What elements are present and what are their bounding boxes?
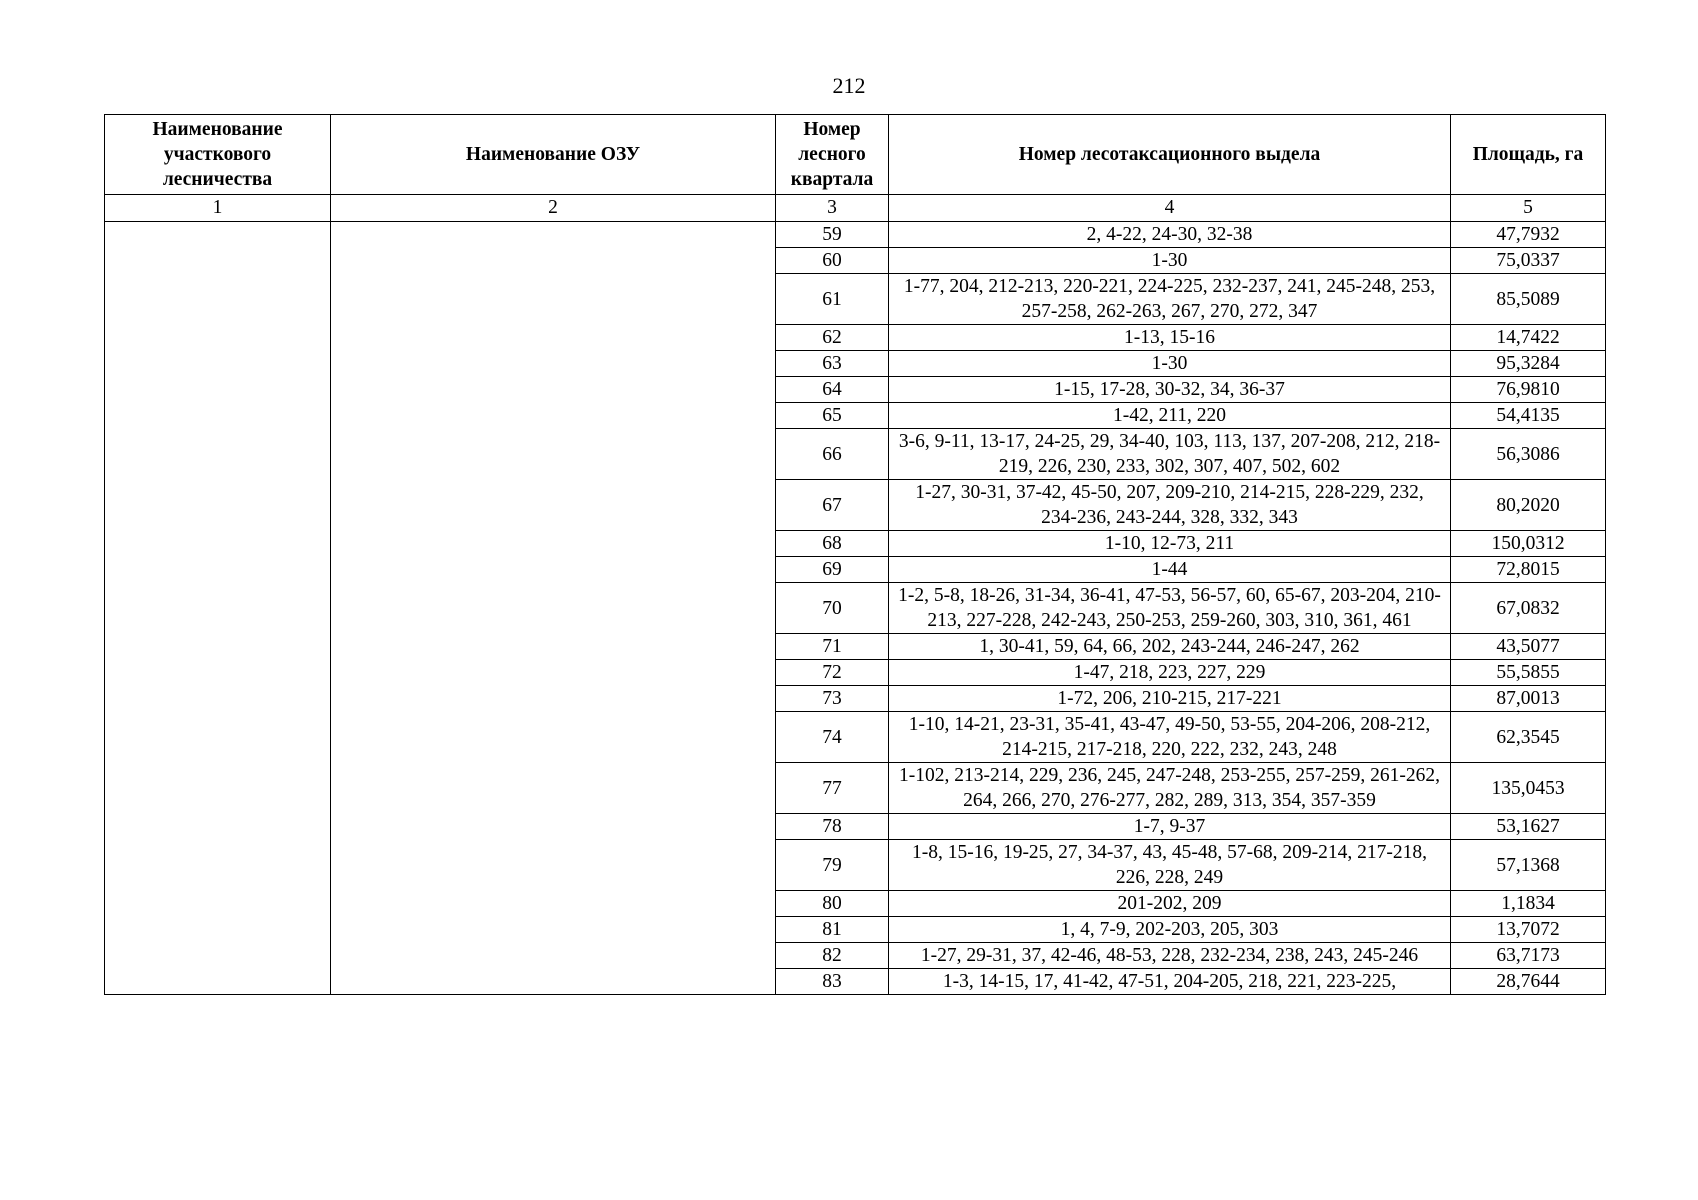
column-number-row xyxy=(105,195,1606,222)
allotment-numbers-cell: 1-30 xyxy=(889,248,1451,274)
quarter-number-cell: 73 xyxy=(776,686,889,712)
allotment-numbers-cell: 1-47, 218, 223, 227, 229 xyxy=(889,660,1451,686)
area-cell: 53,1627 xyxy=(1451,814,1606,840)
quarter-number-cell: 77 xyxy=(776,763,889,814)
quarter-number-cell: 80 xyxy=(776,891,889,917)
column-number: 4 xyxy=(889,195,1451,222)
table-row xyxy=(105,222,1606,248)
quarter-number-cell: 79 xyxy=(776,840,889,891)
area-cell: 28,7644 xyxy=(1451,969,1606,995)
quarter-number-cell: 78 xyxy=(776,814,889,840)
allotment-numbers-cell: 1-42, 211, 220 xyxy=(889,403,1451,429)
area-cell: 150,0312 xyxy=(1451,531,1606,557)
area-cell: 1,1834 xyxy=(1451,891,1606,917)
allotment-numbers-cell: 1-7, 9-37 xyxy=(889,814,1451,840)
forestry-name-cell xyxy=(105,222,331,995)
allotment-numbers-cell: 1-72, 206, 210-215, 217-221 xyxy=(889,686,1451,712)
quarter-number-cell: 71 xyxy=(776,634,889,660)
quarter-number-cell: 65 xyxy=(776,403,889,429)
header-ozu: Наименование ОЗУ xyxy=(331,115,776,195)
allotment-numbers-cell: 1-10, 12-73, 211 xyxy=(889,531,1451,557)
header-area: Площадь, га xyxy=(1451,115,1606,195)
area-cell: 87,0013 xyxy=(1451,686,1606,712)
column-number: 3 xyxy=(776,195,889,222)
area-cell: 14,7422 xyxy=(1451,325,1606,351)
page-number: 212 xyxy=(832,73,866,98)
allotment-numbers-cell: 1-10, 14-21, 23-31, 35-41, 43-47, 49-50, 53-55, 204-206, 208-212, 214-215, 217-218, 220, 222, 232, 243, 248 xyxy=(889,712,1451,763)
area-cell: 63,7173 xyxy=(1451,943,1606,969)
quarter-number-cell: 63 xyxy=(776,351,889,377)
quarter-number-cell: 72 xyxy=(776,660,889,686)
allotment-numbers-cell: 1-30 xyxy=(889,351,1451,377)
allotment-numbers-cell: 1-15, 17-28, 30-32, 34, 36-37 xyxy=(889,377,1451,403)
quarter-number-cell: 67 xyxy=(776,480,889,531)
quarter-number-cell: 62 xyxy=(776,325,889,351)
allotment-numbers-cell: 1-44 xyxy=(889,557,1451,583)
ozu-name-cell xyxy=(331,222,776,995)
area-cell: 72,8015 xyxy=(1451,557,1606,583)
allotment-numbers-cell: 1, 30-41, 59, 64, 66, 202, 243-244, 246-247, 262 xyxy=(889,634,1451,660)
column-number: 5 xyxy=(1451,195,1606,222)
quarter-number-cell: 69 xyxy=(776,557,889,583)
quarter-number-cell: 74 xyxy=(776,712,889,763)
quarter-number-cell: 64 xyxy=(776,377,889,403)
allotment-numbers-cell: 1, 4, 7-9, 202-203, 205, 303 xyxy=(889,917,1451,943)
column-number: 2 xyxy=(331,195,776,222)
area-cell: 62,3545 xyxy=(1451,712,1606,763)
quarter-number-cell: 83 xyxy=(776,969,889,995)
area-cell: 75,0337 xyxy=(1451,248,1606,274)
area-cell: 76,9810 xyxy=(1451,377,1606,403)
table-body xyxy=(105,222,1606,995)
allotment-numbers-cell: 1-102, 213-214, 229, 236, 245, 247-248, 253-255, 257-259, 261-262, 264, 266, 270, 276-277, 282, 289, 313, 354, 357-359 xyxy=(889,763,1451,814)
quarter-number-cell: 66 xyxy=(776,429,889,480)
allotment-numbers-cell: 1-8, 15-16, 19-25, 27, 34-37, 43, 45-48, 57-68, 209-214, 217-218, 226, 228, 249 xyxy=(889,840,1451,891)
area-cell: 55,5855 xyxy=(1451,660,1606,686)
header-forestry: Наименование участкового лесничества xyxy=(105,115,331,195)
quarter-number-cell: 60 xyxy=(776,248,889,274)
allotment-numbers-cell: 1-77, 204, 212-213, 220-221, 224-225, 232-237, 241, 245-248, 253, 257-258, 262-263, 267, 270, 272, 347 xyxy=(889,274,1451,325)
quarter-number-cell: 82 xyxy=(776,943,889,969)
area-cell: 57,1368 xyxy=(1451,840,1606,891)
allotment-numbers-cell: 1-3, 14-15, 17, 41-42, 47-51, 204-205, 218, 221, 223-225, xyxy=(889,969,1451,995)
header-quarter: Номер лесного квартала xyxy=(776,115,889,195)
allotment-numbers-cell: 2, 4-22, 24-30, 32-38 xyxy=(889,222,1451,248)
area-cell: 135,0453 xyxy=(1451,763,1606,814)
area-cell: 13,7072 xyxy=(1451,917,1606,943)
area-cell: 95,3284 xyxy=(1451,351,1606,377)
area-cell: 80,2020 xyxy=(1451,480,1606,531)
area-cell: 85,5089 xyxy=(1451,274,1606,325)
area-cell: 56,3086 xyxy=(1451,429,1606,480)
allotment-numbers-cell: 3-6, 9-11, 13-17, 24-25, 29, 34-40, 103, 113, 137, 207-208, 212, 218-219, 226, 230, 233, 302, 307, 407, 502, 602 xyxy=(889,429,1451,480)
header-allotment: Номер лесотаксационного выдела xyxy=(889,115,1451,195)
allotment-numbers-cell: 1-27, 30-31, 37-42, 45-50, 207, 209-210, 214-215, 228-229, 232, 234-236, 243-244, 328, 332, 343 xyxy=(889,480,1451,531)
allotment-numbers-cell: 1-27, 29-31, 37, 42-46, 48-53, 228, 232-234, 238, 243, 245-246 xyxy=(889,943,1451,969)
quarter-number-cell: 59 xyxy=(776,222,889,248)
allotment-numbers-cell: 201-202, 209 xyxy=(889,891,1451,917)
area-cell: 43,5077 xyxy=(1451,634,1606,660)
quarter-number-cell: 61 xyxy=(776,274,889,325)
area-cell: 54,4135 xyxy=(1451,403,1606,429)
column-number: 1 xyxy=(105,195,331,222)
quarter-number-cell: 68 xyxy=(776,531,889,557)
area-cell: 47,7932 xyxy=(1451,222,1606,248)
table-header-row xyxy=(105,115,1606,195)
quarter-number-cell: 70 xyxy=(776,583,889,634)
allotments-table xyxy=(104,114,1606,995)
quarter-number-cell: 81 xyxy=(776,917,889,943)
area-cell: 67,0832 xyxy=(1451,583,1606,634)
allotment-numbers-cell: 1-13, 15-16 xyxy=(889,325,1451,351)
allotment-numbers-cell: 1-2, 5-8, 18-26, 31-34, 36-41, 47-53, 56-57, 60, 65-67, 203-204, 210-213, 227-228, 242-243, 250-253, 259-260, 303, 310, 361, 461 xyxy=(889,583,1451,634)
